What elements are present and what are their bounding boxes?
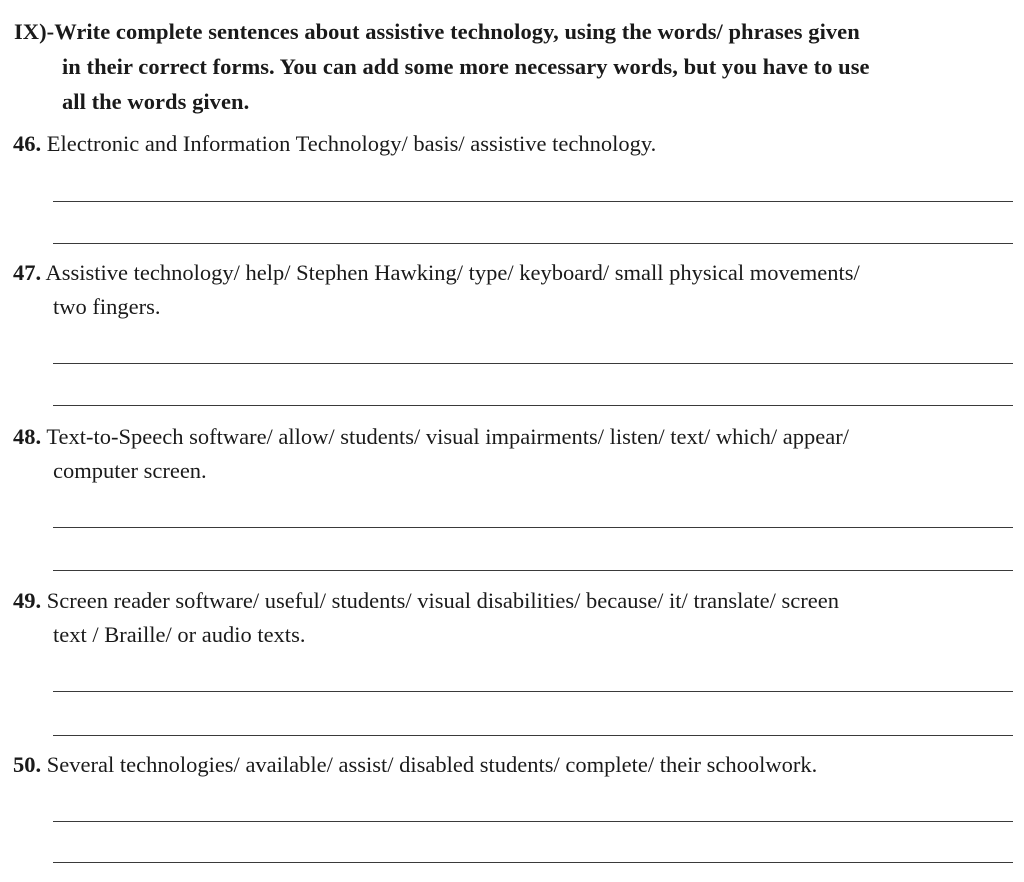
answer-47-line-1[interactable] xyxy=(53,332,1013,362)
answer-50-line-2[interactable] xyxy=(53,831,1013,861)
question-number: 46. xyxy=(13,131,42,156)
answer-line xyxy=(53,527,1013,528)
answer-line xyxy=(53,821,1013,822)
answer-line xyxy=(53,570,1013,571)
answer-46-line-2[interactable] xyxy=(53,212,1013,242)
instructions-line-3: all the words given. xyxy=(62,89,250,114)
question-49 xyxy=(13,584,1015,652)
answer-48-line-1[interactable] xyxy=(53,496,1013,526)
answer-line xyxy=(53,691,1013,692)
question-47 xyxy=(13,256,1015,324)
answer-line xyxy=(53,735,1013,736)
question-prompt: Electronic and Information Technology/ basis/ assistive technology. xyxy=(46,131,657,156)
question-48 xyxy=(13,420,1015,488)
section-instructions xyxy=(14,14,1014,119)
question-number: 49. xyxy=(13,588,42,613)
question-number: 47. xyxy=(13,260,42,285)
answer-48-line-2[interactable] xyxy=(53,539,1013,569)
question-prompt-continued: two fingers. xyxy=(53,294,161,319)
answer-46-line-1[interactable] xyxy=(53,170,1013,200)
question-number: 48. xyxy=(13,424,42,449)
question-prompt: Screen reader software/ useful/ students/ visual disabilities/ because/ it/ translate/ screen xyxy=(46,588,839,613)
answer-line xyxy=(53,363,1013,364)
answer-line xyxy=(53,405,1013,406)
answer-line xyxy=(53,862,1013,863)
answer-47-line-2[interactable] xyxy=(53,374,1013,404)
question-prompt-continued: text / Braille/ or audio texts. xyxy=(53,622,306,647)
instructions-line-2: in their correct forms. You can add some more necessary words, but you have to use xyxy=(62,54,870,79)
question-prompt: Text-to-Speech software/ allow/ students/ visual impairments/ listen/ text/ which/ appear/ xyxy=(46,424,849,449)
question-prompt: Several technologies/ available/ assist/ disabled students/ complete/ their schoolwork. xyxy=(46,752,818,777)
question-46 xyxy=(13,127,1015,161)
answer-line xyxy=(53,243,1013,244)
answer-49-line-2[interactable] xyxy=(53,704,1013,734)
answer-line xyxy=(53,201,1013,202)
question-50 xyxy=(13,748,1015,782)
question-prompt-continued: computer screen. xyxy=(53,458,207,483)
instructions-line-1: IX)-Write complete sentences about assistive technology, using the words/ phrases given xyxy=(14,19,860,44)
question-prompt: Assistive technology/ help/ Stephen Hawking/ type/ keyboard/ small physical movements/ xyxy=(45,260,860,285)
question-number: 50. xyxy=(13,752,42,777)
answer-49-line-1[interactable] xyxy=(53,660,1013,690)
answer-50-line-1[interactable] xyxy=(53,790,1013,820)
